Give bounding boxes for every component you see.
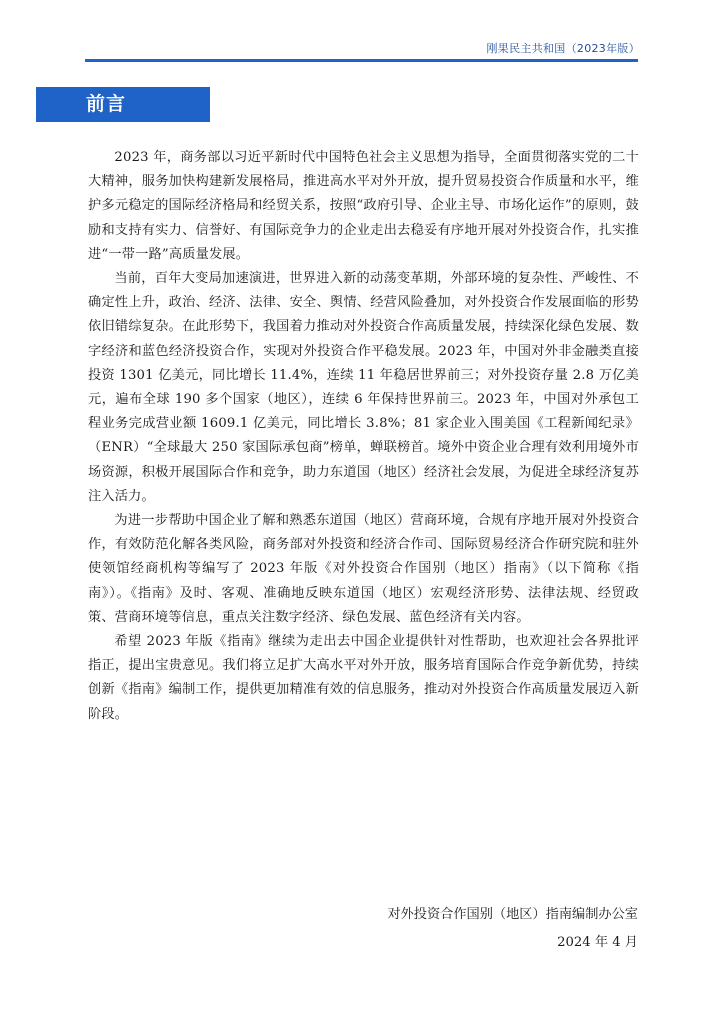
preface-body [88,146,639,727]
header-divider [85,59,638,62]
signature-block [387,901,638,957]
section-banner [36,87,210,122]
paragraph-4: 希望 2023 年版《指南》继续为走出去中国企业提供针对性帮助，也欢迎社会各界批评指正，提出宝贵意见。我们将立足扩大高水平对外开放，服务培育国际合作竞争新优势，持续创新《指南》编制工作，提供更加精准有效的信息服务，推动对外投资合作高质量发展迈入新阶段。 [88,634,639,722]
paragraph-3: 为进一步帮助中国企业了解和熟悉东道国（地区）营商环境，合规有序地开展对外投资合作，有效防范化解各类风险，商务部对外投资和经济合作司、国际贸易经济合作研究院和驻外使领馆经商机构等编写了 2023 年版《对外投资合作国别（地区）指南》（以下简称《指南》）。《指南》及时、客观、准确地反映东道国（地区）宏观经济形势、法律法规、经贸政策、营商环境等信息，重点关注数字经济、绿色发展、蓝色经济有关内容。 [88,513,639,625]
signature-office: 对外投资合作国别（地区）指南编制办公室 [387,907,638,922]
paragraph-1: 2023 年，商务部以习近平新时代中国特色社会主义思想为指导，全面贯彻落实党的二十大精神，服务加快构建新发展格局，推进高水平对外开放，提升贸易投资合作质量和水平，维护多元稳定的国际经济格局和经贸关系，按照“政府引导、企业主导、市场化运作”的原则，鼓励和支持有实力、信誉好、有国际竞争力的企业走出去稳妥有序地开展对外投资合作，扎实推进“一带一路”高质量发展。 [88,150,639,262]
running-header-title: 刚果民主共和国（2023年版） [486,42,640,55]
section-title: 前言 [86,93,127,115]
signature-date: 2024 年 4 月 [557,935,638,950]
paragraph-2: 当前，百年大变局加速演进，世界进入新的动荡变革期，外部环境的复杂性、严峻性、不确定性上升，政治、经济、法律、安全、舆情、经营风险叠加，对外投资合作发展面临的形势依旧错综复杂。在此形势下，我国着力推动对外投资合作高质量发展，持续深化绿色发展、数字经济和蓝色经济投资合作，实现对外投资合作平稳发展。2023 年，中国对外非金融类直接投资 1301 亿美元，同比增长 11.4%，连续 11 年稳居世界前三；对外投资存量 2.8 万亿美元，遍布全球 190 多个国家（地区），连续 6 年保持世界前三。2023 年，中国对外承包工程业务完成营业额 1609.1 亿美元，同比增长 3.8%；81 家企业入围美国《工程新闻纪录》（ENR）“全球最大 250 家国际承包商”榜单，蝉联榜首。境外中资企业合理有效利用境外市场资源，积极开展国际合作和竞争，助力东道国（地区）经济社会发展，为促进全球经济复苏注入活力。 [88,271,639,504]
